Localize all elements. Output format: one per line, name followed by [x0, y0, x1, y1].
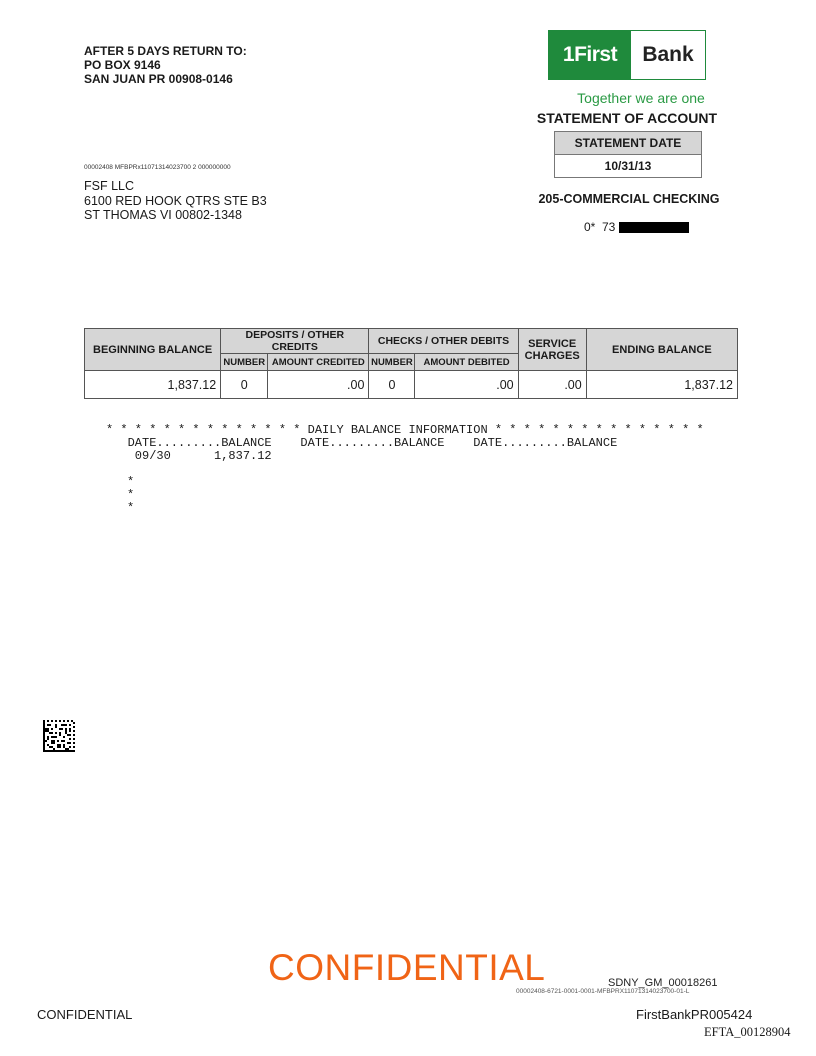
tagline: Together we are one [577, 90, 705, 106]
header-deposits-group: DEPOSITS / OTHER CREDITS [221, 329, 369, 354]
header-ending-balance: ENDING BALANCE [586, 329, 737, 371]
header-beginning-balance: BEGINNING BALANCE [85, 329, 221, 371]
return-address-line-3: SAN JUAN PR 00908-0146 [84, 72, 233, 86]
header-amount-debited: AMOUNT DEBITED [415, 354, 518, 371]
mailing-city: ST THOMAS VI 00802-1348 [84, 208, 242, 222]
return-address-line-1: AFTER 5 DAYS RETURN TO: [84, 44, 247, 58]
account-type: 205-COMMERCIAL CHECKING [538, 192, 720, 206]
mailing-code: 00002408 MFBPRx11071314023700 2 000000000 [84, 164, 231, 171]
service-charges-value: .00 [518, 371, 586, 399]
checks-number-value: 0 [369, 371, 415, 399]
deposits-number-value: 0 [221, 371, 268, 399]
sdny-number: SDNY_GM_00018261 [608, 977, 718, 989]
statement-date-box [554, 131, 702, 178]
header-amount-credited: AMOUNT CREDITED [268, 354, 369, 371]
beginning-balance-value: 1,837.12 [85, 371, 221, 399]
mailing-address [84, 179, 267, 223]
mailing-street: 6100 RED HOOK QTRS STE B3 [84, 193, 267, 208]
ending-balance-value: 1,837.12 [586, 371, 737, 399]
account-summary-table [84, 328, 738, 399]
datamatrix-barcode-icon [43, 720, 75, 752]
confidential-label: CONFIDENTIAL [37, 1007, 133, 1022]
efta-number: EFTA_00128904 [704, 1025, 791, 1039]
daily-balance-star-3: * [127, 501, 135, 515]
account-number [584, 220, 689, 234]
confidential-stamp: CONFIDENTIAL [268, 947, 546, 988]
mailing-name: FSF LLC [84, 179, 135, 193]
bates-number: FirstBankPR005424 [636, 1007, 753, 1022]
account-number-visible: 0* 73 [584, 220, 616, 234]
statement-date-label: STATEMENT DATE [555, 132, 701, 155]
daily-balance-title: * * * * * * * * * * * * * * DAILY BALANCE INFORMATION * * * * * * * * * * * * * * * [106, 423, 704, 437]
logo-first-text: 1First [549, 31, 631, 79]
return-address [84, 44, 247, 86]
return-address-line-2: PO BOX 9146 [84, 58, 161, 72]
logo-bank-text: Bank [642, 43, 694, 66]
daily-balance-star-1: * [127, 475, 135, 489]
header-checks-number: NUMBER [369, 354, 415, 371]
statement-date-value: 10/31/13 [604, 159, 652, 173]
daily-balance-header: DATE.........BALANCE DATE.........BALANCE DATE.........BALANCE [106, 436, 618, 450]
redaction-bar [619, 222, 689, 233]
daily-balance-row: 09/30 1,837.12 [106, 449, 272, 463]
header-service-charges: SERVICE CHARGES [518, 329, 586, 371]
amount-credited-value: .00 [268, 371, 369, 399]
firstbank-logo [548, 30, 706, 80]
daily-balance-star-2: * [127, 488, 135, 502]
daily-balance-section [106, 424, 704, 515]
header-deposits-number: NUMBER [221, 354, 268, 371]
micro-line: 00002408-6721-0001-0001-MFBPRX11071314023700-01-L [516, 988, 690, 995]
header-checks-group: CHECKS / OTHER DEBITS [369, 329, 518, 354]
amount-debited-value: .00 [415, 371, 518, 399]
table-row [85, 371, 738, 399]
statement-title: STATEMENT OF ACCOUNT [536, 110, 718, 126]
